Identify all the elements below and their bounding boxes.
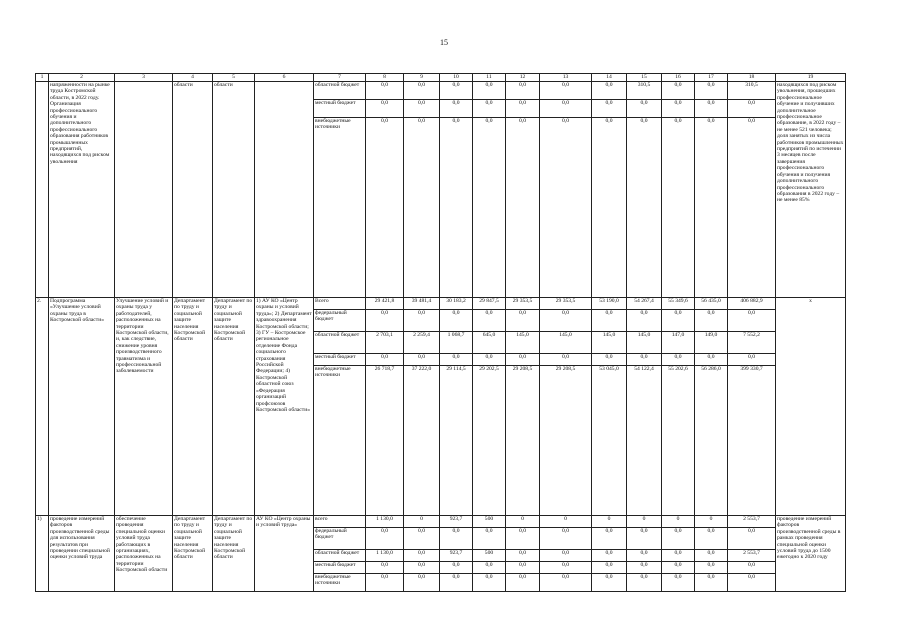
amount-cell: 53 045,0 [592,366,627,516]
header-cell: 1 [36,74,49,82]
amount-cell: 0,0 [540,82,592,100]
amount-cell: 0,0 [592,100,627,118]
amount-cell: 0,0 [592,528,627,550]
amount-cell: 1 130,0 [366,550,404,562]
amount-cell: 29 208,5 [506,366,540,516]
cell-c5: Департамент по труду и социальной защите населения Костромской области [213,298,255,516]
amount-cell: 0,0 [404,528,440,550]
amount-cell: 0,0 [662,100,695,118]
table-row [36,516,846,528]
amount-cell: 923,7 [440,516,473,528]
cell-c4: Департамент по труду и социальной защите населения Костромской области [173,298,213,516]
amount-cell: 0,0 [627,100,662,118]
amount-cell: 55 202,6 [662,366,695,516]
amount-cell: 0,0 [592,310,627,332]
amount-cell: 54 122,4 [627,366,662,516]
amount-cell: 0,0 [366,562,404,574]
amount-cell: 0,0 [473,118,506,298]
header-cell: 3 [115,74,173,82]
amount-cell: 26 718,7 [366,366,404,516]
amount-cell: 149,0 [695,332,728,354]
amount-cell: 0,0 [440,562,473,574]
funding-source: федеральный бюджет [314,310,366,332]
amount-cell: 53 190,0 [592,298,627,310]
amount-cell: 0,0 [592,562,627,574]
amount-cell: 0,0 [404,310,440,332]
amount-cell: 0,0 [627,528,662,550]
amount-cell: 0,0 [440,354,473,366]
funding-source: областной бюджет [314,82,366,100]
amount-cell: 2 553,7 [728,550,776,562]
table-row [36,82,846,100]
amount-cell: 54 267,4 [627,298,662,310]
funding-source: областной бюджет [314,332,366,354]
header-cell: 10 [440,74,473,82]
amount-cell: 0,0 [366,310,404,332]
amount-cell: 0,0 [662,118,695,298]
amount-cell: 0,0 [627,550,662,562]
amount-cell: 0,0 [627,574,662,592]
amount-cell: 0,0 [366,100,404,118]
amount-cell: 2 703,1 [366,332,404,354]
amount-cell: 55 349,6 [662,298,695,310]
amount-cell: 147,0 [662,332,695,354]
program-table [35,73,846,592]
cell-c5: области [213,82,255,298]
amount-cell: 0 [404,516,440,528]
amount-cell: 0,0 [440,574,473,592]
amount-cell: 0,0 [627,310,662,332]
cell-c3: обеспечение проведения специальной оценки условий труда работающих в организациях, расположенных на территории Костромской области [115,516,173,592]
amount-cell: 0,0 [506,528,540,550]
amount-cell: 29 353,5 [540,298,592,310]
header-cell: 11 [473,74,506,82]
amount-cell: 0,0 [540,562,592,574]
amount-cell: 0,0 [473,528,506,550]
amount-cell: 0,0 [404,550,440,562]
amount-cell: 310,5 [728,82,776,100]
amount-cell: 923,7 [440,550,473,562]
funding-source: внебюджетные источники [314,366,366,516]
amount-cell: 0,0 [366,574,404,592]
cell-c3: Улучшение условий и охраны труда у работодателей, расположенных на территории Костромской области, и, как следствие, снижение уровня производственного травматизма и профессиональной заболеваемости [115,298,173,516]
cell-c1: 1) [36,516,49,592]
amount-cell: 1 068,7 [440,332,473,354]
amount-cell: 0,0 [627,118,662,298]
amount-cell: 0,0 [695,118,728,298]
cell-c5: Департамент по труду и социальной защите населения Костромской области [213,516,255,592]
amount-cell: 29 114,5 [440,366,473,516]
amount-cell: 406 882,9 [728,298,776,310]
amount-cell: 0,0 [473,562,506,574]
amount-cell: 0,0 [695,82,728,100]
amount-cell: 0,0 [662,574,695,592]
amount-cell: 0,0 [695,310,728,332]
amount-cell: 145,0 [506,332,540,354]
amount-cell: 0,0 [662,562,695,574]
amount-cell: 0,0 [440,118,473,298]
amount-cell: 0,0 [540,550,592,562]
amount-cell: 0 [627,516,662,528]
page-number: 15 [440,38,448,47]
amount-cell: 0,0 [695,100,728,118]
cell-c6 [255,82,314,298]
amount-cell: 56 435,0 [695,298,728,310]
amount-cell: 29 847,5 [473,298,506,310]
amount-cell: 1 130,0 [366,516,404,528]
funding-source: федеральный бюджет [314,528,366,550]
funding-source: местный бюджет [314,562,366,574]
amount-cell: 0,0 [540,310,592,332]
amount-cell: 0,0 [404,574,440,592]
amount-cell: 0 [592,516,627,528]
funding-source: местный бюджет [314,354,366,366]
amount-cell: 0,0 [728,100,776,118]
amount-cell: 0 [662,516,695,528]
amount-cell: 2 553,7 [728,516,776,528]
amount-cell: 0,0 [506,550,540,562]
amount-cell: 0,0 [506,354,540,366]
funding-source: внебюджетные источники [314,574,366,592]
amount-cell: 0,0 [440,82,473,100]
amount-cell: 0,0 [695,354,728,366]
amount-cell: 0,0 [404,100,440,118]
funding-source: всего [314,516,366,528]
amount-cell: 0 [540,516,592,528]
amount-cell: 500 [473,516,506,528]
amount-cell: 0,0 [440,528,473,550]
header-cell: 14 [592,74,627,82]
cell-c2: напряженности на рынке труда Костромской области, в 2022 году. Организация профессионального обучения и дополнительного профессионального образования работников промышленных предприятий, находящихся под риском увольнения [49,82,115,298]
amount-cell: 39 481,4 [404,298,440,310]
amount-cell: 0,0 [695,550,728,562]
header-cell: 12 [506,74,540,82]
amount-cell: 500 [473,550,506,562]
amount-cell: 145,0 [627,332,662,354]
cell-c6: АУ КО «Центр охраны и условий труда» [255,516,314,592]
amount-cell: 0,0 [728,562,776,574]
amount-cell: 0,0 [473,100,506,118]
amount-cell: 0,0 [404,118,440,298]
cell-c3 [115,82,173,298]
table-row [36,298,846,310]
amount-cell: 0,0 [506,100,540,118]
amount-cell: 645,0 [473,332,506,354]
amount-cell: 0,0 [506,82,540,100]
funding-source: внебюджетные источники [314,118,366,298]
amount-cell: 0,0 [592,574,627,592]
amount-cell: 0,0 [695,562,728,574]
amount-cell: 0,0 [592,550,627,562]
amount-cell: 29 208,5 [540,366,592,516]
funding-source: местный бюджет [314,100,366,118]
amount-cell: 0,0 [404,354,440,366]
amount-cell: 0,0 [662,82,695,100]
header-cell: 7 [314,74,366,82]
header-cell: 5 [213,74,255,82]
amount-cell: 30 183,2 [440,298,473,310]
cell-c19: находящихся под риском увольнения, прошедших профессиональное обучение и получивших дополнительное профессиональное образование, в 2022 году – не менее 521 человека; доля занятых из числа работников промышленных предприятий по истечении 3 месяцев после завершения профессионального обучения и получения дополнительного профессионального образования в 2022 году – не менее 85% [776,82,846,298]
header-cell: 9 [404,74,440,82]
amount-cell: 0,0 [404,82,440,100]
header-cell: 19 [776,74,846,82]
header-cell: 13 [540,74,592,82]
amount-cell: 0,0 [662,310,695,332]
header-cell: 15 [627,74,662,82]
amount-cell: 0,0 [506,562,540,574]
amount-cell: 0,0 [540,118,592,298]
amount-cell: 0,0 [540,100,592,118]
amount-cell: 0,0 [592,118,627,298]
cell-c1 [36,82,49,298]
amount-cell: 0,0 [366,118,404,298]
amount-cell: 0,0 [540,528,592,550]
amount-cell: 0,0 [506,310,540,332]
header-cell: 6 [255,74,314,82]
amount-cell: 0,0 [366,82,404,100]
amount-cell: 29 421,8 [366,298,404,310]
cell-c4: Департамент по труду и социальной защите населения Костромской области [173,516,213,592]
amount-cell: 0,0 [473,574,506,592]
header-cell: 18 [728,74,776,82]
amount-cell: 2 259,4 [404,332,440,354]
amount-cell: 0,0 [404,562,440,574]
amount-cell: 0,0 [662,354,695,366]
cell-c6: 1) АУ КО «Центр охраны и условий труда»; 2) Департамент здравоохранения Костромской области; 3) ГУ – Костромское региональное отделение Фонда социального страхования Российской Федерации; 4) Костромской областной союз «Федерация организаций профсоюзов Костромской области» [255,298,314,516]
amount-cell: 0,0 [366,354,404,366]
amount-cell: 37 222,0 [404,366,440,516]
amount-cell: 0,0 [440,310,473,332]
amount-cell: 0 [695,516,728,528]
cell-c19: проведение измерений факторов производственной среды в рамках проведения специальной оценки условий труда до 1500 ежегодно к 2020 году [776,516,846,592]
amount-cell: 0,0 [728,354,776,366]
amount-cell: 310,5 [627,82,662,100]
cell-c2: Подпрограмма «Улучшение условий охраны труда в Костромской области» [49,298,115,516]
amount-cell: 0 [506,516,540,528]
amount-cell: 0,0 [473,82,506,100]
cell-c19: x [776,298,846,516]
amount-cell: 0,0 [695,574,728,592]
amount-cell: 0,0 [473,310,506,332]
cell-c4: области [173,82,213,298]
amount-cell: 0,0 [440,100,473,118]
amount-cell: 0,0 [540,574,592,592]
amount-cell: 0,0 [728,310,776,332]
header-cell: 16 [662,74,695,82]
amount-cell: 0,0 [662,550,695,562]
amount-cell: 0,0 [592,354,627,366]
amount-cell: 0,0 [728,574,776,592]
header-cell: 17 [695,74,728,82]
amount-cell: 0,0 [627,354,662,366]
amount-cell: 7 552,2 [728,332,776,354]
cell-c1: 2. [36,298,49,516]
amount-cell: 145,0 [540,332,592,354]
amount-cell: 0,0 [506,574,540,592]
header-row [36,74,846,82]
funding-source: областной бюджет [314,550,366,562]
header-cell: 8 [366,74,404,82]
amount-cell: 0,0 [695,528,728,550]
header-cell: 4 [173,74,213,82]
amount-cell: 0,0 [728,118,776,298]
amount-cell: 0,0 [506,118,540,298]
amount-cell: 0,0 [728,528,776,550]
amount-cell: 0,0 [592,82,627,100]
amount-cell: 29 202,5 [473,366,506,516]
funding-source: Всего [314,298,366,310]
amount-cell: 0,0 [366,528,404,550]
amount-cell: 0,0 [473,354,506,366]
amount-cell: 29 353,5 [506,298,540,310]
amount-cell: 56 286,0 [695,366,728,516]
header-cell: 2 [49,74,115,82]
amount-cell: 0,0 [662,528,695,550]
amount-cell: 399 330,7 [728,366,776,516]
amount-cell: 0,0 [540,354,592,366]
amount-cell: 0,0 [627,562,662,574]
cell-c2: проведение измерений факторов производственной среды для использования результатов при проведении специальной оценки условий труда [49,516,115,592]
amount-cell: 145,0 [592,332,627,354]
